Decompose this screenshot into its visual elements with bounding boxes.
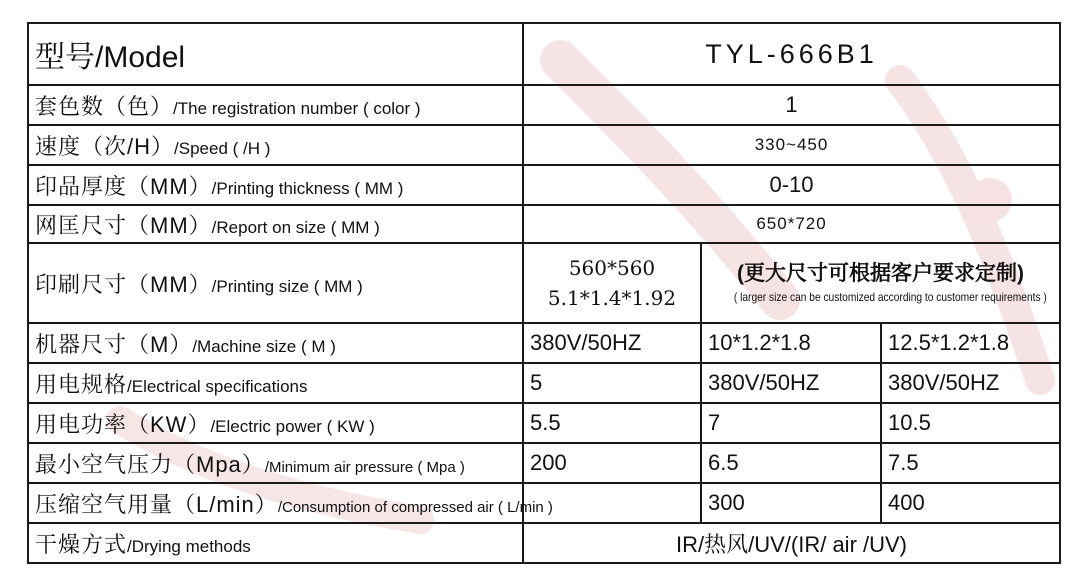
electrical-label-zh: 用电规格 — [35, 371, 128, 397]
printing-size-label-zh: 印刷尺寸（MM） — [35, 271, 212, 297]
printing-size-note-zh: (更大尺寸可根据客户要求定制) — [737, 262, 1025, 285]
table-row — [28, 205, 1060, 243]
machine-size-label-cell — [28, 323, 523, 363]
table-row — [28, 125, 1060, 165]
table-row — [28, 443, 1060, 483]
drying-value: IR/热风/UV/(IR/ air /UV) — [523, 523, 1060, 563]
registration-value: 1 — [523, 85, 1060, 125]
printing-size-value-1: 560*560 — [568, 256, 656, 280]
printing-size-label-en: /Printing size ( MM ) — [211, 276, 363, 296]
registration-label-en: /The registration number ( color ) — [173, 98, 421, 118]
printing-size-label-cell — [28, 243, 523, 323]
speed-value: 330~450 — [523, 125, 1060, 165]
registration-label-zh: 套色数（色） — [35, 93, 174, 119]
table-row — [28, 243, 1060, 323]
compressed-air-value-2: 300 — [701, 483, 881, 523]
electrical-label-cell — [28, 363, 523, 403]
compressed-air-label-cell — [28, 483, 553, 523]
drying-label-zh: 干燥方式 — [35, 531, 128, 557]
printing-size-value-cell — [523, 243, 701, 323]
table-row — [28, 23, 1060, 85]
registration-label-cell — [28, 85, 523, 125]
machine-size-label-zh: 机器尺寸（M） — [35, 331, 193, 357]
machine-size-value-2: 10*1.2*1.8 — [701, 323, 881, 363]
machine-size-label-en: /Machine size ( M ) — [192, 336, 336, 356]
printing-size-note-en: ( larger size can be customized according to customer requirements ) — [733, 290, 1047, 304]
table-row — [28, 483, 1060, 523]
speed-label-cell — [28, 125, 523, 165]
power-value-1: 5.5 — [523, 403, 701, 443]
thickness-value: 0-10 — [523, 165, 1060, 205]
machine-size-value-3: 12.5*1.2*1.8 — [881, 323, 1060, 363]
report-label-en: /Report on size ( MM ) — [211, 217, 380, 237]
air-pressure-value-1: 200 — [523, 443, 701, 483]
report-value: 650*720 — [523, 205, 1060, 243]
electrical-value-1: 5 — [523, 363, 701, 403]
model-label-zh: 型号 — [35, 41, 95, 74]
machine-size-value-1: 380V/50HZ — [523, 323, 701, 363]
report-label-cell — [28, 205, 523, 243]
drying-label-cell — [28, 523, 523, 563]
drying-label-en: /Drying methods — [127, 536, 251, 556]
printing-size-note-cell — [701, 243, 1060, 323]
table-row — [28, 523, 1060, 563]
spec-table — [27, 22, 1061, 564]
compressed-air-value-3: 400 — [881, 483, 1060, 523]
table-row — [28, 323, 1060, 363]
power-label-zh: 用电功率（KW） — [35, 411, 211, 437]
thickness-label-en: /Printing thickness ( MM ) — [211, 178, 404, 198]
speed-label-zh: 速度（次/H） — [35, 133, 175, 159]
speed-label-en: /Speed ( /H ) — [174, 138, 271, 158]
table-row — [28, 85, 1060, 125]
model-label-cell — [28, 23, 523, 85]
air-pressure-label-en: /Minimum air pressure ( Mpa ) — [264, 458, 465, 476]
printing-size-value-2: 5.1*1.4*1.92 — [547, 286, 677, 310]
air-pressure-value-3: 7.5 — [881, 443, 1060, 483]
power-label-cell — [28, 403, 523, 443]
electrical-value-3: 380V/50HZ — [881, 363, 1060, 403]
table-row — [28, 403, 1060, 443]
compressed-air-label-en: /Consumption of compressed air ( L/min ) — [277, 498, 553, 516]
power-label-en: /Electric power ( KW ) — [210, 416, 375, 436]
model-value: TYL-666B1 — [523, 23, 1060, 85]
power-value-3: 10.5 — [881, 403, 1060, 443]
compressed-air-label-zh: 压缩空气用量（L/min） — [35, 491, 278, 517]
table-row — [28, 363, 1060, 403]
model-label-en: /Model — [95, 41, 186, 74]
thickness-label-cell — [28, 165, 523, 205]
thickness-label-zh: 印品厚度（MM） — [35, 173, 212, 199]
air-pressure-label-cell — [28, 443, 523, 483]
report-label-zh: 网匡尺寸（MM） — [35, 212, 212, 238]
electrical-label-en: /Electrical specifications — [127, 376, 308, 396]
electrical-value-2: 380V/50HZ — [701, 363, 881, 403]
table-row — [28, 165, 1060, 205]
air-pressure-value-2: 6.5 — [701, 443, 881, 483]
air-pressure-label-zh: 最小空气压力（Mpa） — [35, 451, 265, 477]
power-value-2: 7 — [701, 403, 881, 443]
